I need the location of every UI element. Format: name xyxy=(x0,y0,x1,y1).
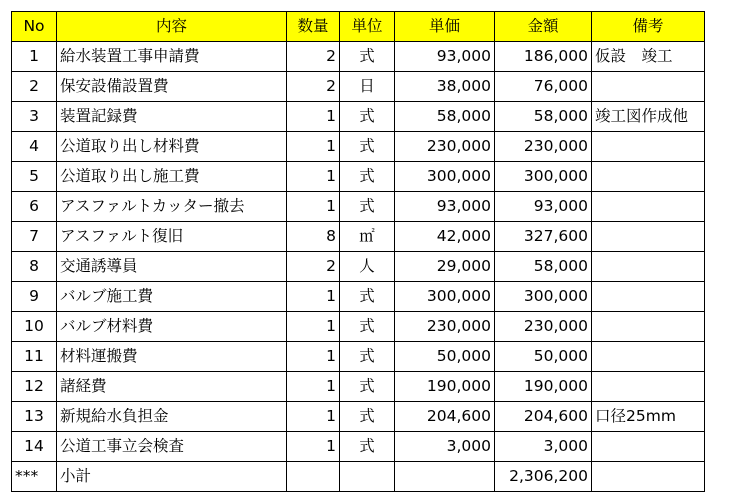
cell-content: 給水装置工事申請費 xyxy=(57,42,287,72)
cell-content: アスファルト復旧 xyxy=(57,222,287,252)
cell-unit-price: 190,000 xyxy=(395,372,495,402)
cell-unit: 式 xyxy=(340,402,395,432)
cell-unit-price: 93,000 xyxy=(395,192,495,222)
header-amount: 金額 xyxy=(495,12,592,42)
cell-amount: 186,000 xyxy=(495,42,592,72)
cell-unit-price: 230,000 xyxy=(395,312,495,342)
cell-unit: 人 xyxy=(340,252,395,282)
cell-amount: 300,000 xyxy=(495,282,592,312)
cell-quantity: 2 xyxy=(287,72,340,102)
cell-no: 12 xyxy=(12,372,57,402)
subtotal-unit-price xyxy=(395,462,495,492)
cell-quantity: 1 xyxy=(287,162,340,192)
cell-no: 11 xyxy=(12,342,57,372)
cell-remarks: 竣工図作成他 xyxy=(592,102,705,132)
cell-unit: 式 xyxy=(340,372,395,402)
table-row xyxy=(12,162,705,192)
subtotal-label: 小計 xyxy=(57,462,287,492)
cell-quantity: 8 xyxy=(287,222,340,252)
table-row xyxy=(12,252,705,282)
cell-amount: 327,600 xyxy=(495,222,592,252)
cell-unit-price: 38,000 xyxy=(395,72,495,102)
cell-remarks xyxy=(592,312,705,342)
cell-unit-price: 3,000 xyxy=(395,432,495,462)
cell-no: 1 xyxy=(12,42,57,72)
subtotal-row xyxy=(12,462,705,492)
table-row xyxy=(12,222,705,252)
cell-content: 保安設備設置費 xyxy=(57,72,287,102)
cell-unit-price: 58,000 xyxy=(395,102,495,132)
cell-remarks: 仮設 竣工 xyxy=(592,42,705,72)
cell-quantity: 2 xyxy=(287,252,340,282)
cell-unit-price: 300,000 xyxy=(395,282,495,312)
cell-unit-price: 204,600 xyxy=(395,402,495,432)
cell-unit: 式 xyxy=(340,312,395,342)
cell-amount: 230,000 xyxy=(495,312,592,342)
cell-no: 3 xyxy=(12,102,57,132)
cell-unit: ㎡ xyxy=(340,222,395,252)
cell-remarks xyxy=(592,192,705,222)
cell-no: 5 xyxy=(12,162,57,192)
cell-quantity: 1 xyxy=(287,282,340,312)
table-row xyxy=(12,432,705,462)
cell-unit-price: 300,000 xyxy=(395,162,495,192)
cell-amount: 50,000 xyxy=(495,342,592,372)
cell-quantity: 1 xyxy=(287,312,340,342)
table-row xyxy=(12,42,705,72)
cell-no: 2 xyxy=(12,72,57,102)
cell-remarks xyxy=(592,132,705,162)
header-no: No xyxy=(12,12,57,42)
cell-unit-price: 93,000 xyxy=(395,42,495,72)
estimate-table xyxy=(11,11,705,492)
header-quantity: 数量 xyxy=(287,12,340,42)
cell-no: 4 xyxy=(12,132,57,162)
cell-content: 公道取り出し材料費 xyxy=(57,132,287,162)
cell-amount: 190,000 xyxy=(495,372,592,402)
cell-unit: 日 xyxy=(340,72,395,102)
subtotal-unit xyxy=(340,462,395,492)
table-row xyxy=(12,342,705,372)
cell-content: 諸経費 xyxy=(57,372,287,402)
table-row xyxy=(12,282,705,312)
cell-remarks xyxy=(592,342,705,372)
table-row xyxy=(12,372,705,402)
cell-quantity: 1 xyxy=(287,402,340,432)
cell-remarks xyxy=(592,252,705,282)
cell-content: 材料運搬費 xyxy=(57,342,287,372)
cell-no: 14 xyxy=(12,432,57,462)
cell-remarks xyxy=(592,432,705,462)
subtotal-no: *** xyxy=(12,462,57,492)
table-row xyxy=(12,72,705,102)
cell-amount: 58,000 xyxy=(495,252,592,282)
subtotal-amount: 2,306,200 xyxy=(495,462,592,492)
cell-content: 交通誘導員 xyxy=(57,252,287,282)
cell-unit-price: 230,000 xyxy=(395,132,495,162)
cell-no: 7 xyxy=(12,222,57,252)
cell-no: 9 xyxy=(12,282,57,312)
cell-unit: 式 xyxy=(340,42,395,72)
header-row xyxy=(12,12,705,42)
cell-quantity: 1 xyxy=(287,132,340,162)
cell-unit-price: 29,000 xyxy=(395,252,495,282)
cell-content: バルブ材料費 xyxy=(57,312,287,342)
cell-unit: 式 xyxy=(340,162,395,192)
cell-remarks: 口径25mm xyxy=(592,402,705,432)
cell-quantity: 1 xyxy=(287,102,340,132)
cell-amount: 3,000 xyxy=(495,432,592,462)
cell-no: 8 xyxy=(12,252,57,282)
cell-amount: 204,600 xyxy=(495,402,592,432)
cell-no: 13 xyxy=(12,402,57,432)
cell-amount: 93,000 xyxy=(495,192,592,222)
subtotal-quantity xyxy=(287,462,340,492)
cell-amount: 230,000 xyxy=(495,132,592,162)
table-row xyxy=(12,192,705,222)
cell-content: アスファルトカッター撤去 xyxy=(57,192,287,222)
cell-unit: 式 xyxy=(340,132,395,162)
cell-unit: 式 xyxy=(340,342,395,372)
table-row xyxy=(12,102,705,132)
cell-amount: 300,000 xyxy=(495,162,592,192)
estimate-sheet xyxy=(11,11,705,492)
cell-quantity: 1 xyxy=(287,342,340,372)
cell-content: 公道工事立会検査 xyxy=(57,432,287,462)
table-row xyxy=(12,402,705,432)
cell-unit: 式 xyxy=(340,102,395,132)
table-row xyxy=(12,312,705,342)
cell-remarks xyxy=(592,162,705,192)
cell-no: 6 xyxy=(12,192,57,222)
cell-quantity: 1 xyxy=(287,192,340,222)
header-unit: 単位 xyxy=(340,12,395,42)
cell-unit: 式 xyxy=(340,192,395,222)
cell-no: 10 xyxy=(12,312,57,342)
cell-unit: 式 xyxy=(340,432,395,462)
cell-remarks xyxy=(592,222,705,252)
cell-content: 公道取り出し施工費 xyxy=(57,162,287,192)
cell-quantity: 1 xyxy=(287,432,340,462)
cell-remarks xyxy=(592,72,705,102)
cell-amount: 76,000 xyxy=(495,72,592,102)
cell-unit-price: 50,000 xyxy=(395,342,495,372)
header-remarks: 備考 xyxy=(592,12,705,42)
cell-content: 新規給水負担金 xyxy=(57,402,287,432)
cell-amount: 58,000 xyxy=(495,102,592,132)
cell-remarks xyxy=(592,282,705,312)
header-unit-price: 単価 xyxy=(395,12,495,42)
cell-content: バルブ施工費 xyxy=(57,282,287,312)
header-content: 内容 xyxy=(57,12,287,42)
cell-quantity: 2 xyxy=(287,42,340,72)
subtotal-remarks xyxy=(592,462,705,492)
cell-remarks xyxy=(592,372,705,402)
table-row xyxy=(12,132,705,162)
cell-content: 装置記録費 xyxy=(57,102,287,132)
cell-unit-price: 42,000 xyxy=(395,222,495,252)
cell-quantity: 1 xyxy=(287,372,340,402)
cell-unit: 式 xyxy=(340,282,395,312)
